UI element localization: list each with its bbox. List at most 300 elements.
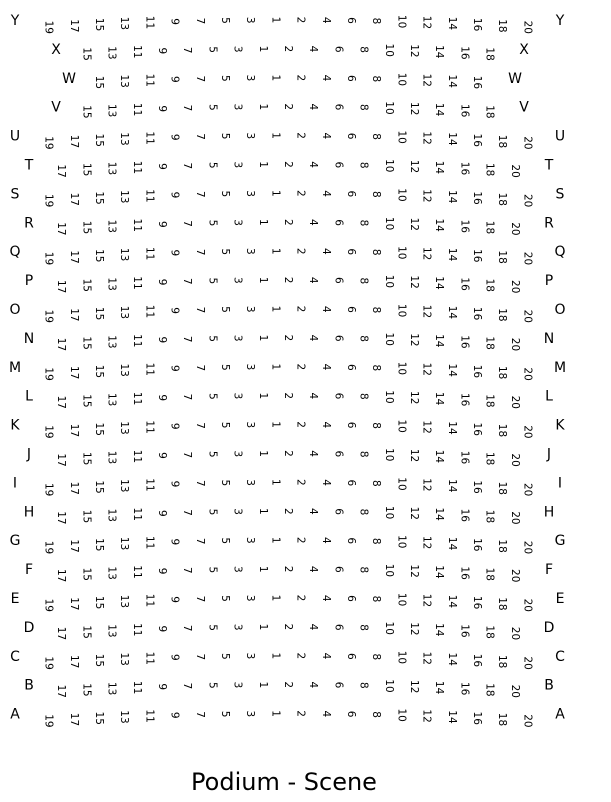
seat-number: 3 <box>244 190 257 197</box>
seat-number: 16 <box>471 306 484 321</box>
row-label-right: R <box>544 215 554 232</box>
seat-number: 5 <box>206 277 219 285</box>
seat-number: 10 <box>395 14 408 29</box>
seat-number: 5 <box>218 537 231 545</box>
seat-number: 15 <box>93 191 106 205</box>
seat-number: 11 <box>143 593 156 608</box>
seat-number: 6 <box>332 219 345 226</box>
seat-number: 4 <box>319 479 332 486</box>
seat-number: 17 <box>55 626 68 641</box>
seat-number: 7 <box>193 422 206 429</box>
seat-number: 8 <box>370 537 383 545</box>
seat-number: 10 <box>382 43 395 57</box>
seat-number: 9 <box>168 596 181 603</box>
seat-number: 6 <box>344 421 357 429</box>
seat-number: 18 <box>496 712 509 727</box>
seat-number: 6 <box>344 537 357 545</box>
seat-number: 14 <box>445 132 458 146</box>
seat-number: 6 <box>332 392 345 400</box>
row-label-left: H <box>23 504 35 521</box>
seat-number: 5 <box>218 710 231 718</box>
seat-number: 7 <box>181 220 194 227</box>
seat-number: 13 <box>118 479 131 493</box>
row-label-left: S <box>10 186 20 203</box>
row-label-right: X <box>519 41 529 58</box>
seat-number: 14 <box>433 680 446 695</box>
seat-number: 4 <box>307 392 320 400</box>
seat-number: 15 <box>80 163 93 177</box>
seat-number: 7 <box>193 306 206 314</box>
seat-number: 9 <box>155 163 168 170</box>
seat-number: 12 <box>407 333 420 347</box>
seat-number: 14 <box>445 16 458 31</box>
seat-number: 20 <box>521 367 534 381</box>
seat-number: 19 <box>42 367 55 381</box>
seat-number: 4 <box>307 681 320 689</box>
seat-number: 12 <box>420 189 433 203</box>
seat-number: 20 <box>508 511 521 525</box>
row-label-right: N <box>543 330 555 347</box>
seat-number: 3 <box>244 16 257 24</box>
seat-number: 9 <box>155 105 168 113</box>
seat-number: 3 <box>231 508 244 515</box>
seat-number: 16 <box>458 393 471 407</box>
seat-number: 20 <box>521 656 534 670</box>
seat-number: 8 <box>357 161 370 169</box>
seat-number: 7 <box>193 595 206 603</box>
seat-number: 9 <box>155 394 168 402</box>
seat-number: 5 <box>218 190 231 198</box>
seat-number: 15 <box>93 17 106 32</box>
seat-number: 3 <box>231 103 244 111</box>
seat-number: 4 <box>307 219 320 226</box>
seat-number: 8 <box>357 624 370 631</box>
seat-number: 4 <box>307 565 320 573</box>
seat-number: 20 <box>521 20 534 34</box>
seat-number: 5 <box>218 132 231 140</box>
seat-number: 8 <box>370 191 383 198</box>
seat-number: 5 <box>206 450 219 458</box>
seat-number: 15 <box>93 595 106 610</box>
seat-number: 15 <box>93 480 106 494</box>
seat-number: 11 <box>143 420 156 434</box>
row-label-left: B <box>24 677 34 694</box>
seat-number: 11 <box>143 15 156 30</box>
row-label-left: O <box>9 302 21 318</box>
row-label-right: I <box>557 475 563 492</box>
seat-number: 1 <box>269 652 282 660</box>
seat-number: 17 <box>67 134 80 149</box>
seat-number: 16 <box>458 566 471 580</box>
seat-number: 1 <box>269 536 282 544</box>
seat-number: 4 <box>319 305 332 313</box>
row-label-left: N <box>23 330 35 347</box>
row-label-right: V <box>519 99 529 116</box>
seat-number: 20 <box>508 280 521 294</box>
seat-number: 14 <box>433 160 446 175</box>
seat-number: 13 <box>105 508 118 522</box>
seat-number: 14 <box>433 102 446 117</box>
seat-number: 20 <box>508 164 521 178</box>
seat-number: 1 <box>269 479 282 486</box>
seat-number: 1 <box>269 594 282 602</box>
seat-number: 7 <box>193 133 206 140</box>
seat-number: 10 <box>382 274 395 289</box>
seat-number: 12 <box>407 44 420 58</box>
seat-number: 5 <box>218 248 231 256</box>
seat-number: 13 <box>118 132 131 146</box>
seat-number: 13 <box>105 393 118 407</box>
seat-number: 2 <box>294 247 307 255</box>
seat-number: 4 <box>319 16 332 24</box>
stage-label: Podium - Scene <box>191 768 377 796</box>
seat-number: 3 <box>244 363 257 371</box>
seat-number: 10 <box>382 332 395 346</box>
seat-number: 16 <box>458 277 471 291</box>
seat-number: 10 <box>382 679 395 693</box>
row-label-right: L <box>545 388 553 405</box>
seat-number: 16 <box>471 595 484 610</box>
seat-number: 1 <box>269 132 282 139</box>
seat-number: 10 <box>395 419 408 433</box>
seat-number: 4 <box>319 652 332 660</box>
seat-number: 14 <box>433 391 446 406</box>
seat-number: 13 <box>105 161 118 176</box>
seat-number: 18 <box>483 336 496 350</box>
seat-number: 10 <box>395 650 408 665</box>
seat-number: 15 <box>80 105 93 119</box>
seat-number: 4 <box>319 363 332 371</box>
seat-number: 17 <box>55 395 68 409</box>
seat-number: 20 <box>508 453 521 467</box>
row-label-right: J <box>546 446 552 463</box>
seat-number: 3 <box>244 74 257 82</box>
seat-number: 1 <box>256 450 269 457</box>
seat-number: 7 <box>181 278 194 285</box>
seat-number: 6 <box>344 248 357 256</box>
seat-number: 5 <box>206 219 219 227</box>
seat-number: 7 <box>193 480 206 487</box>
seat-number: 15 <box>93 306 106 321</box>
seat-number: 15 <box>93 711 106 725</box>
seat-number: 19 <box>42 540 55 555</box>
seat-number: 4 <box>307 45 320 53</box>
seat-number: 12 <box>407 391 420 405</box>
seat-number: 13 <box>105 682 118 696</box>
seat-number: 15 <box>80 683 93 697</box>
seat-number: 13 <box>118 363 131 377</box>
seat-number: 2 <box>282 623 294 631</box>
seat-number: 1 <box>256 565 269 573</box>
seat-number: 13 <box>105 624 118 638</box>
seat-number: 17 <box>67 597 80 611</box>
seat-number: 15 <box>80 625 93 639</box>
seat-number: 2 <box>282 218 294 226</box>
seat-number: 8 <box>370 306 383 314</box>
seat-number: 10 <box>395 72 408 87</box>
seat-number: 12 <box>407 159 420 174</box>
seat-number: 9 <box>168 538 181 546</box>
seat-number: 12 <box>420 362 433 376</box>
seat-number: 13 <box>118 652 131 666</box>
seat-number: 8 <box>370 133 383 140</box>
seat-number: 20 <box>508 569 521 583</box>
seat-number: 17 <box>55 511 68 525</box>
seat-number: 2 <box>294 190 307 197</box>
seat-number: 5 <box>218 363 231 371</box>
seat-number: 20 <box>521 251 534 266</box>
seat-number: 6 <box>332 681 345 689</box>
seat-number: 8 <box>370 75 383 83</box>
seat-number: 14 <box>433 45 446 59</box>
seat-number: 9 <box>168 133 181 141</box>
seat-number: 20 <box>508 626 521 641</box>
seat-number: 8 <box>370 595 383 603</box>
seat-number: 5 <box>206 682 219 689</box>
seat-number: 1 <box>269 247 282 255</box>
seat-number: 13 <box>118 594 131 609</box>
seat-number: 8 <box>357 682 370 689</box>
seat-number: 10 <box>382 505 395 520</box>
seat-number: 5 <box>218 652 231 660</box>
seat-number: 8 <box>357 104 370 111</box>
seat-number: 16 <box>458 161 471 176</box>
seat-number: 13 <box>105 46 118 60</box>
seat-number: 3 <box>231 161 244 169</box>
row-label-left: E <box>10 591 20 607</box>
seat-number: 14 <box>445 594 458 609</box>
row-label-right: H <box>543 504 555 521</box>
seat-number: 12 <box>407 564 420 578</box>
seat-number: 19 <box>42 20 55 34</box>
seat-number: 13 <box>105 104 118 118</box>
seat-number: 10 <box>395 592 408 607</box>
seat-number: 11 <box>130 391 143 406</box>
seat-number: 2 <box>282 450 294 457</box>
row-label-right: T <box>544 157 554 174</box>
seat-number: 9 <box>168 191 181 199</box>
seat-number: 15 <box>80 509 93 524</box>
seat-number: 4 <box>307 450 320 457</box>
seat-number: 7 <box>193 17 206 25</box>
row-label-right: C <box>555 648 565 665</box>
row-label-right: E <box>555 591 565 607</box>
seat-number: 6 <box>344 363 357 371</box>
seat-number: 9 <box>155 625 168 633</box>
seat-number: 11 <box>130 565 143 579</box>
seat-number: 12 <box>407 448 420 463</box>
seat-number: 16 <box>458 682 471 696</box>
seat-number: 7 <box>193 711 206 718</box>
seat-number: 13 <box>118 16 131 31</box>
seat-number: 20 <box>508 395 521 409</box>
seat-number: 16 <box>458 508 471 522</box>
seat-number: 16 <box>458 219 471 233</box>
seat-number: 9 <box>155 278 168 286</box>
seat-number: 6 <box>332 566 345 573</box>
seat-number: 12 <box>420 247 433 261</box>
row-label-left: P <box>24 273 34 290</box>
seat-number: 19 <box>42 251 55 266</box>
row-label-left: Q <box>9 244 21 261</box>
seat-number: 4 <box>319 421 332 429</box>
seat-number: 19 <box>42 483 55 497</box>
seat-number: 10 <box>382 621 395 635</box>
seat-number: 6 <box>332 508 345 515</box>
seat-number: 3 <box>244 305 257 313</box>
seat-number: 10 <box>382 563 395 578</box>
seat-number: 16 <box>471 249 484 263</box>
seat-number: 14 <box>445 421 458 435</box>
seat-number: 18 <box>496 423 509 438</box>
seat-number: 9 <box>155 509 168 517</box>
seat-number: 2 <box>282 161 294 168</box>
seat-number: 7 <box>193 653 206 661</box>
seat-number: 18 <box>496 655 509 669</box>
seat-number: 4 <box>307 103 320 111</box>
seat-number: 10 <box>395 130 408 144</box>
seat-number: 12 <box>420 478 433 492</box>
seat-number: 16 <box>458 104 471 118</box>
seat-number: 3 <box>231 45 244 53</box>
seat-number: 15 <box>93 422 106 436</box>
seat-number: 15 <box>93 75 106 90</box>
seat-number: 15 <box>80 452 93 466</box>
seat-number: 6 <box>332 103 345 111</box>
seat-number: 13 <box>105 335 118 349</box>
seat-number: 5 <box>206 624 219 631</box>
seat-number: 5 <box>206 566 219 574</box>
row-label-right: G <box>554 533 566 550</box>
seat-number: 4 <box>319 537 332 544</box>
seat-number: 5 <box>218 306 231 313</box>
seat-number: 20 <box>521 598 534 612</box>
seat-number: 2 <box>294 305 307 313</box>
seat-number: 11 <box>143 478 156 492</box>
seat-number: 7 <box>181 46 194 54</box>
seat-number: 18 <box>483 163 496 177</box>
seat-number: 12 <box>420 73 433 87</box>
seat-number: 10 <box>395 361 408 376</box>
seat-number: 15 <box>80 47 93 61</box>
seat-number: 8 <box>370 711 383 718</box>
seat-number: 16 <box>458 450 471 465</box>
seat-number: 4 <box>319 132 332 140</box>
seat-number: 10 <box>382 448 395 462</box>
seat-number: 6 <box>344 306 357 313</box>
seat-number: 18 <box>483 567 496 581</box>
seat-number: 10 <box>382 390 395 404</box>
seat-number: 6 <box>344 710 357 718</box>
seat-number: 18 <box>496 597 509 611</box>
seat-number: 16 <box>458 624 471 638</box>
seat-number: 3 <box>244 421 257 429</box>
seat-number: 20 <box>521 540 534 555</box>
seat-number: 19 <box>42 309 55 323</box>
seat-number: 5 <box>218 421 231 429</box>
seat-number: 5 <box>206 46 219 53</box>
seat-number: 17 <box>67 192 80 206</box>
seat-number: 9 <box>168 365 181 372</box>
seat-number: 3 <box>231 334 244 342</box>
seat-number: 13 <box>118 536 131 551</box>
seat-number: 2 <box>282 45 294 53</box>
seat-number: 18 <box>483 625 496 639</box>
seat-number: 9 <box>155 567 168 575</box>
row-label-right: M <box>553 359 567 376</box>
seat-number: 3 <box>231 623 244 631</box>
seat-number: 14 <box>433 218 446 232</box>
seat-number: 12 <box>407 275 420 289</box>
seat-number: 4 <box>319 190 332 197</box>
seat-number: 17 <box>67 655 80 669</box>
seat-number: 14 <box>445 536 458 551</box>
seat-number: 5 <box>206 335 219 342</box>
seat-number: 8 <box>357 219 370 227</box>
seat-number: 17 <box>67 250 80 264</box>
seat-number: 6 <box>332 45 345 53</box>
seat-number: 8 <box>370 653 383 661</box>
seat-number: 8 <box>357 46 370 53</box>
seat-number: 2 <box>294 421 307 428</box>
seat-number: 20 <box>508 684 521 698</box>
row-label-left: C <box>10 648 20 665</box>
seat-number: 11 <box>143 73 156 87</box>
seat-number: 9 <box>168 422 181 430</box>
seat-number: 12 <box>407 622 420 636</box>
seat-number: 1 <box>256 219 269 226</box>
seat-number: 11 <box>130 45 143 59</box>
seat-number: 18 <box>483 105 496 119</box>
seat-number: 3 <box>231 277 244 284</box>
seat-number: 19 <box>42 714 55 728</box>
seat-number: 7 <box>181 451 194 459</box>
seat-number: 3 <box>244 132 257 140</box>
seat-number: 13 <box>118 190 131 204</box>
seat-number: 1 <box>269 305 282 313</box>
seat-number: 9 <box>155 683 168 691</box>
seat-number: 8 <box>357 450 370 458</box>
seat-number: 18 <box>483 394 496 408</box>
row-label-right: Q <box>554 244 566 261</box>
seat-number: 5 <box>218 17 231 24</box>
seat-number: 7 <box>181 567 194 574</box>
seat-number: 18 <box>496 19 509 33</box>
seat-number: 8 <box>357 335 370 342</box>
seat-number: 17 <box>55 222 68 236</box>
seat-number: 17 <box>55 684 68 698</box>
seat-number: 5 <box>218 479 231 487</box>
seat-number: 14 <box>433 623 446 637</box>
seat-number: 13 <box>118 710 131 724</box>
seat-number: 3 <box>244 652 257 660</box>
seat-number: 7 <box>193 191 206 198</box>
seat-number: 18 <box>483 509 496 524</box>
seat-number: 11 <box>130 160 143 175</box>
seat-number: 7 <box>181 335 194 343</box>
seat-number: 14 <box>433 276 446 290</box>
seat-number: 17 <box>55 569 68 583</box>
seat-number: 4 <box>307 334 320 342</box>
seat-number: 9 <box>168 18 181 25</box>
seat-number: 15 <box>80 220 93 235</box>
seat-number: 19 <box>42 194 55 208</box>
seat-number: 2 <box>294 594 307 602</box>
seat-number: 11 <box>130 276 143 290</box>
seat-number: 13 <box>118 421 131 435</box>
seat-number: 3 <box>244 479 257 486</box>
seat-number: 17 <box>67 423 80 438</box>
